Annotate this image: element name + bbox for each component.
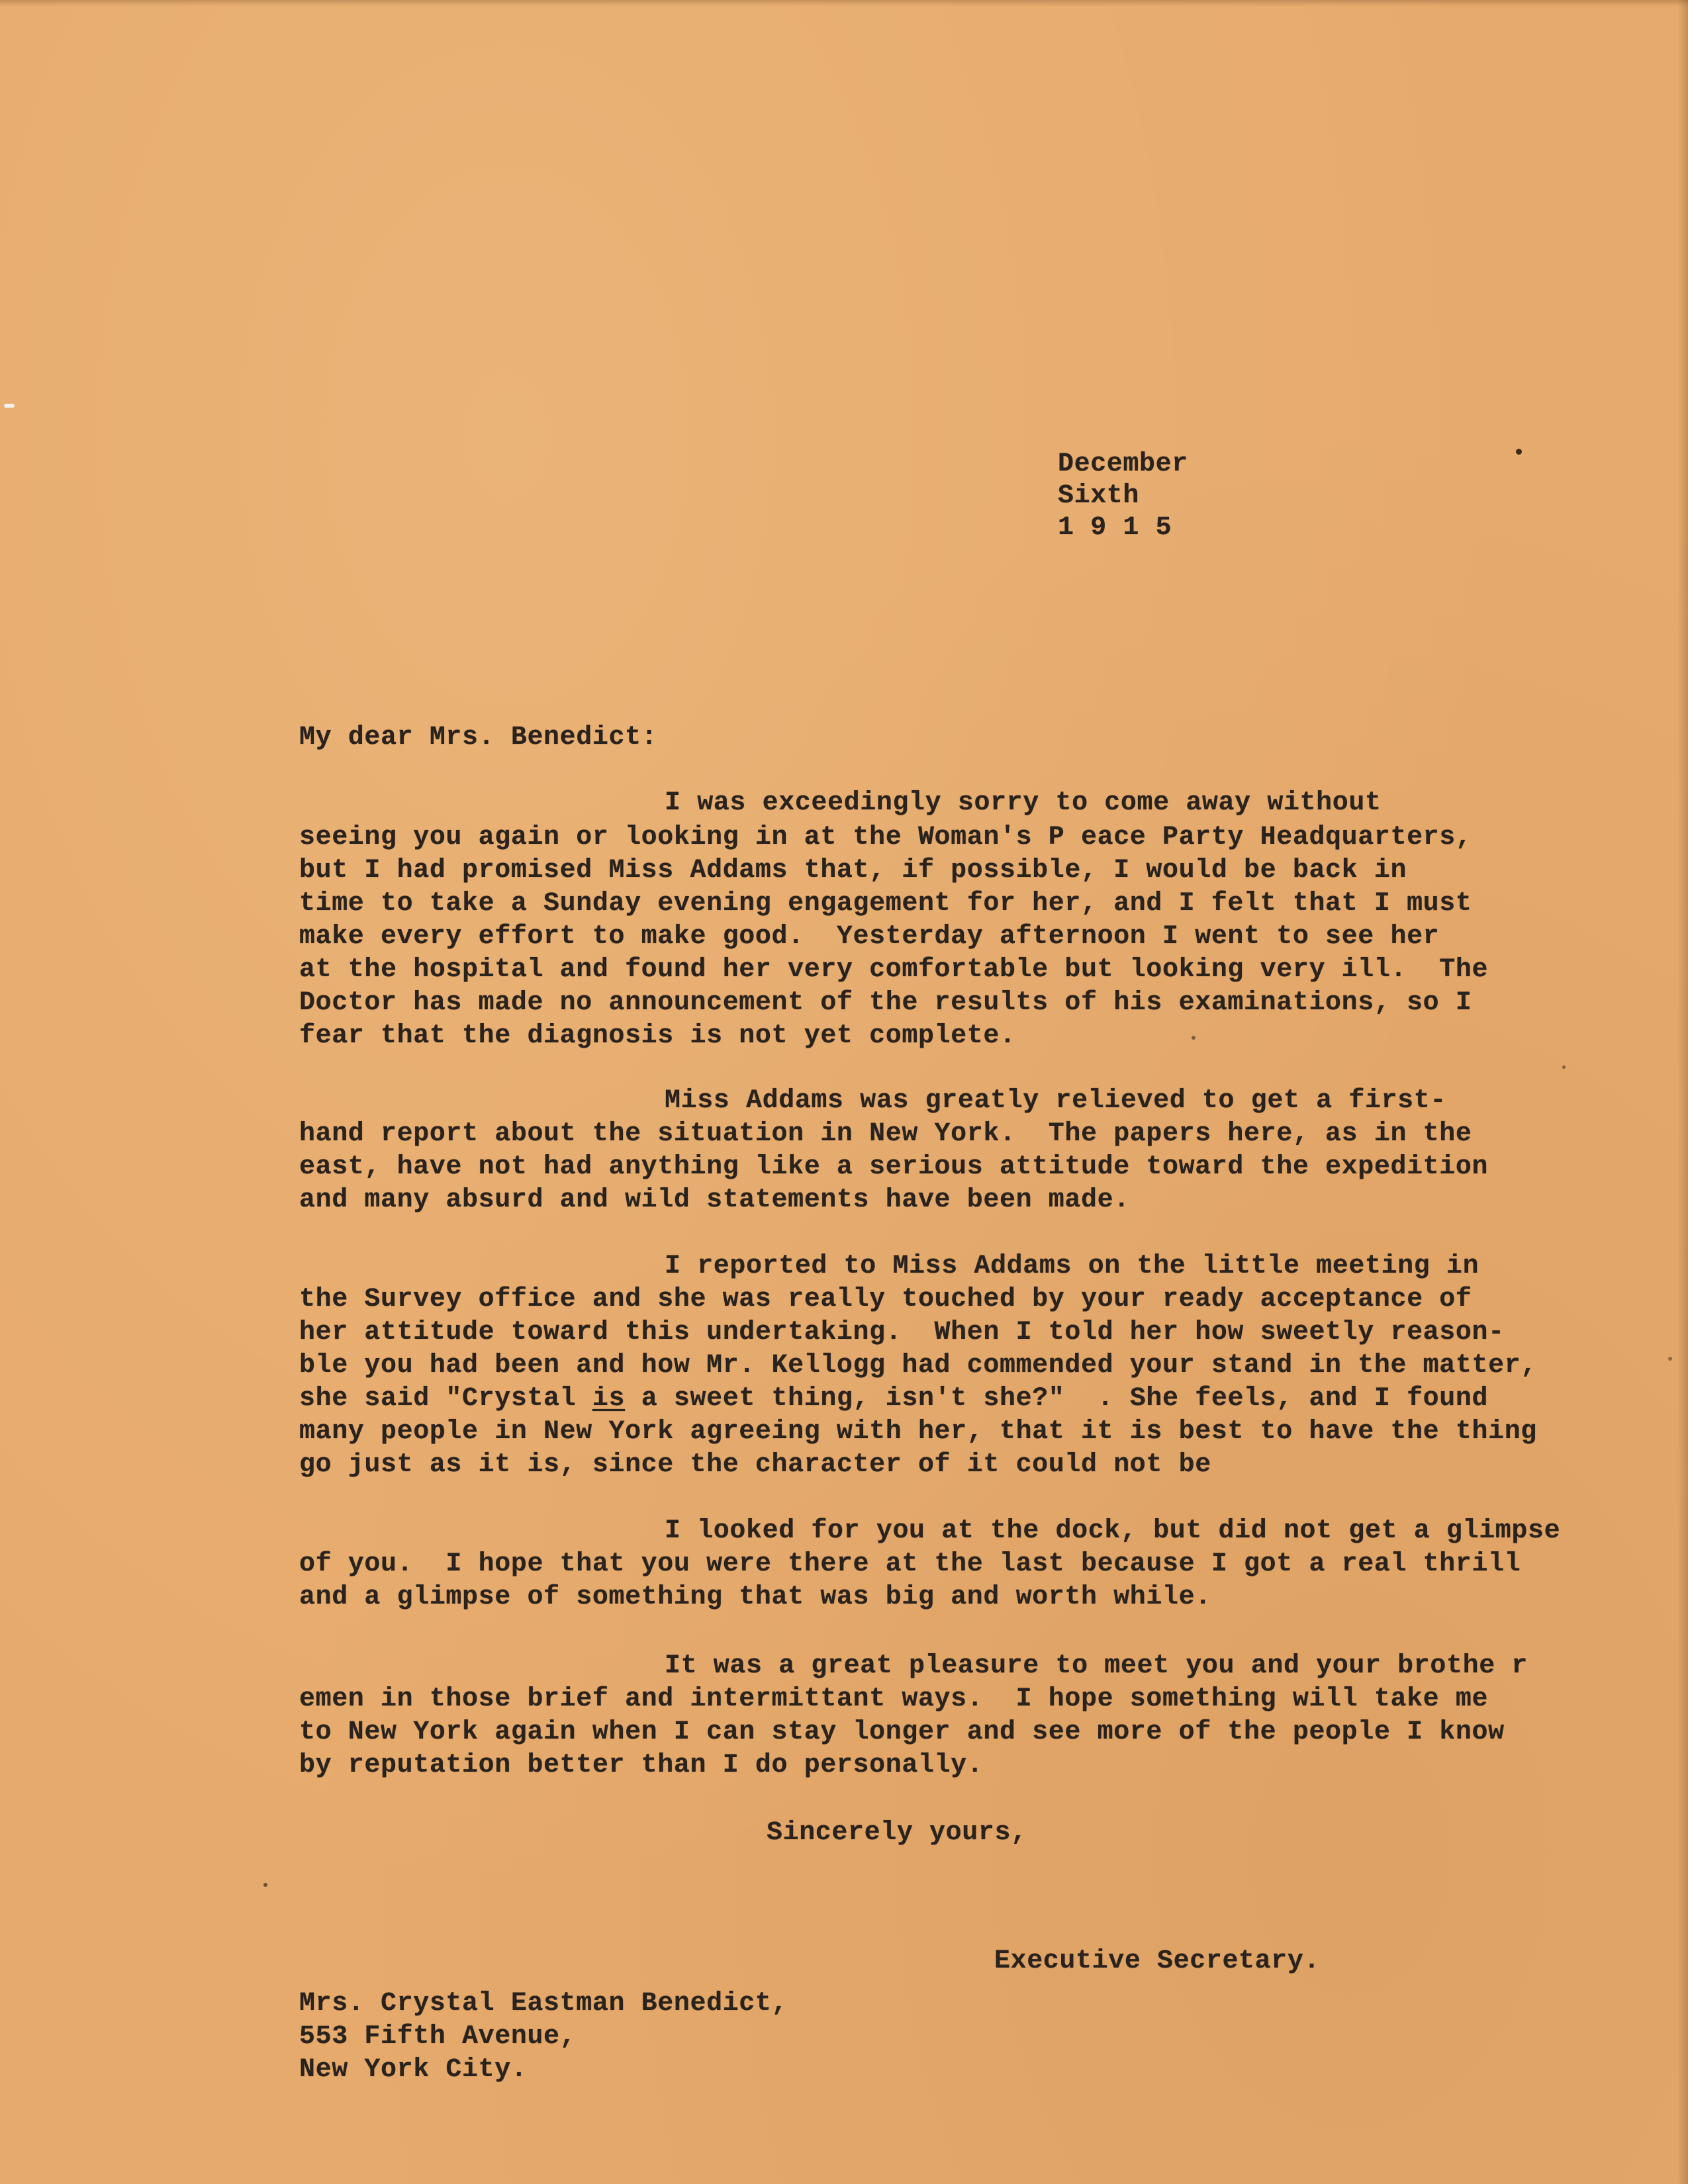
emphasis-underlined-word: is — [592, 1384, 626, 1414]
paper-speck — [4, 404, 15, 408]
body-line: I was exceedingly sorry to come away without — [665, 788, 1382, 818]
paper-speck — [1516, 449, 1522, 455]
body-line: and a glimpse of something that was big and worth while. — [299, 1582, 1211, 1612]
recipient-name: Mrs. Crystal Eastman Benedict, — [299, 1989, 788, 2019]
body-line: I looked for you at the dock, but did not get a glimpse — [665, 1516, 1561, 1546]
body-line: many people in New York agreeing with her, that it is best to have the thing — [299, 1417, 1537, 1447]
body-line: her attitude toward this undertaking. When I told her how sweetly reason- — [299, 1318, 1505, 1347]
letter-date — [1058, 449, 1188, 544]
body-line: It was a great pleasure to meet you and your brothe r — [665, 1651, 1528, 1681]
paper-edge-top — [0, 0, 1688, 7]
body-line: make every effort to make good. Yesterday afternoon I went to see her — [299, 922, 1440, 952]
body-line: east, have not had anything like a serious attitude toward the expedition — [299, 1152, 1489, 1182]
emphasis-before: she said "Crystal — [299, 1384, 592, 1414]
body-line: seeing you again or looking in at the Woman's P eace Party Headquarters, — [299, 823, 1472, 852]
paper-speck — [263, 1883, 267, 1887]
body-line: Miss Addams was greatly relieved to get a first- — [665, 1086, 1446, 1116]
date-year: 1 9 1 5 — [1058, 513, 1172, 543]
body-line: by reputation better than I do personally. — [299, 1751, 984, 1780]
body-line: I reported to Miss Addams on the little meeting in — [665, 1251, 1479, 1281]
body-line: go just as it is, since the character of it could not be — [299, 1450, 1211, 1480]
paper-speck — [1562, 1066, 1566, 1069]
body-line: fear that the diagnosis is not yet complete. — [299, 1021, 1016, 1051]
body-line: and many absurd and wild statements have been made. — [299, 1185, 1130, 1215]
paper-speck — [1192, 1036, 1196, 1040]
body-line: to New York again when I can stay longer and see more of the people I know — [299, 1717, 1505, 1747]
body-line: Doctor has made no announcement of the results of his examinations, so I — [299, 988, 1472, 1018]
body-line-emphasis — [299, 1383, 1488, 1415]
paper-speck — [1668, 1357, 1672, 1361]
salutation: My dear Mrs. Benedict: — [299, 723, 658, 752]
body-line: but I had promised Miss Addams that, if possible, I would be back in — [299, 856, 1407, 886]
recipient-city: New York City. — [299, 2055, 528, 2085]
emphasis-after: a sweet thing, isn't she?" . She feels, and I found — [625, 1384, 1489, 1414]
date-month: December — [1058, 449, 1188, 479]
body-line: emen in those brief and intermittant ways. I hope something will take me — [299, 1684, 1489, 1714]
body-line: the Survey office and she was really touched by your ready acceptance of — [299, 1285, 1472, 1314]
body-line: ble you had been and how Mr. Kellogg had commended your stand in the matter, — [299, 1351, 1537, 1381]
body-line: of you. I hope that you were there at the last because I got a real thrill — [299, 1549, 1521, 1579]
closing: Sincerely yours, — [767, 1818, 1027, 1848]
recipient-street: 553 Fifth Avenue, — [299, 2022, 577, 2052]
body-line: hand report about the situation in New York. The papers here, as in the — [299, 1119, 1472, 1149]
body-line: at the hospital and found her very comfortable but looking very ill. The — [299, 955, 1489, 985]
paper-edge-right — [1677, 0, 1688, 2184]
signature-title: Executive Secretary. — [994, 1946, 1321, 1976]
date-day: Sixth — [1058, 481, 1140, 511]
body-line: time to take a Sunday evening engagement for her, and I felt that I must — [299, 889, 1472, 919]
